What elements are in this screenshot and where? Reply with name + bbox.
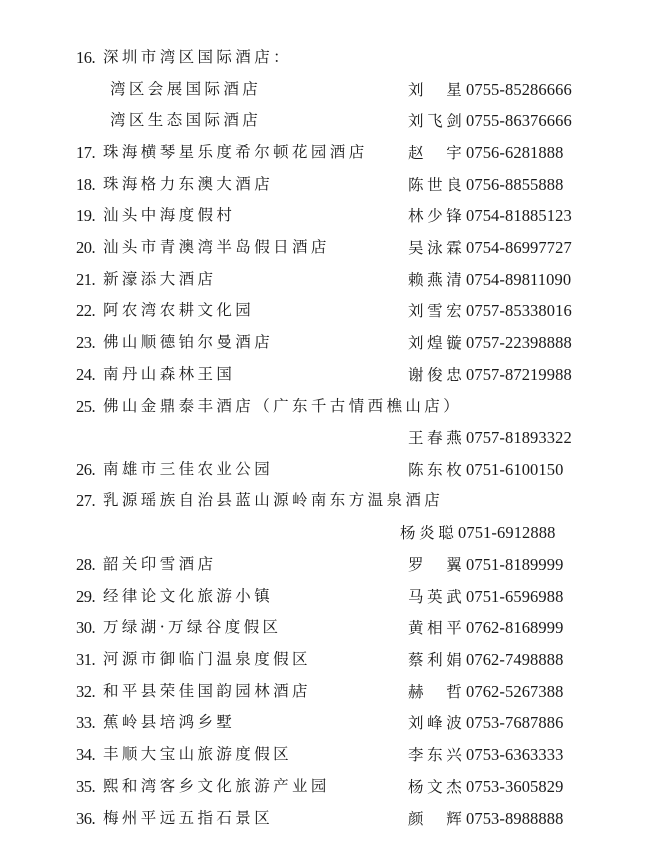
list-item [0, 581, 656, 613]
contact-name: 蔡利娟 [408, 651, 466, 669]
list-item [0, 74, 656, 106]
contact-phone: 0754-81885123 [466, 206, 572, 225]
venue-name: 汕头市青澳湾半岛假日酒店 [103, 238, 330, 256]
list-item [0, 391, 656, 423]
contact [408, 232, 572, 265]
contact [408, 612, 563, 645]
contact-name: 陈世良 [408, 176, 466, 194]
contact-phone: 0755-86376666 [466, 111, 572, 130]
item-number: 18. [76, 175, 96, 194]
venue-name: 韶关印雪酒店 [103, 555, 217, 573]
item-number: 24. [76, 365, 96, 384]
contact [408, 771, 563, 804]
contact-name: 杨文杰 [408, 778, 466, 796]
list-item [0, 707, 656, 739]
contact-phone: 0753-3605829 [466, 777, 564, 796]
contact [408, 74, 572, 107]
list-item [0, 549, 656, 581]
list-item [0, 137, 656, 169]
contact-name: 马英武 [408, 588, 466, 606]
contact [408, 105, 572, 138]
contact-phone: 0756-6281888 [466, 143, 564, 162]
venue-name: 汕头中海度假村 [103, 206, 236, 224]
venue-name: 阿农湾农耕文化园 [103, 301, 255, 319]
item-number: 19. [76, 206, 96, 225]
contact-phone: 0757-22398888 [466, 333, 572, 352]
venue-name: 万绿湖·万绿谷度假区 [103, 618, 282, 636]
venue-name: 乳源瑶族自治县蓝山源岭南东方温泉酒店 [103, 491, 444, 509]
list-item [0, 612, 656, 644]
item-number: 16. [76, 48, 96, 67]
item-number: 25. [76, 397, 96, 416]
list-item [0, 232, 656, 264]
list-item [0, 200, 656, 232]
contact-name: 吴泳霖 [408, 239, 466, 257]
contact-phone: 0757-81893322 [466, 428, 572, 447]
contact-phone: 0762-7498888 [466, 650, 564, 669]
item-number: 35. [76, 777, 96, 796]
contact [408, 581, 563, 614]
list-item [0, 327, 656, 359]
venue-name: 梅州平远五指石景区 [103, 809, 274, 827]
contact-phone: 0751-6912888 [458, 523, 556, 542]
venue-name: 佛山金鼎泰丰酒店（广东千古情西樵山店） [103, 397, 463, 415]
list-item [0, 485, 656, 517]
list-item [0, 771, 656, 803]
list-item [0, 676, 656, 708]
contact-phone: 0757-85338016 [466, 301, 572, 320]
contact-name: 刘雪宏 [408, 302, 466, 320]
contact [408, 359, 572, 392]
contact-phone: 0753-6363333 [466, 745, 564, 764]
venue-name: 熙和湾客乡文化旅游产业园 [103, 777, 330, 795]
item-number: 28. [76, 555, 96, 574]
contact-name: 刘飞剑 [408, 112, 466, 130]
item-number: 33. [76, 713, 96, 732]
contact-phone: 0755-85286666 [466, 80, 572, 99]
contact [408, 264, 571, 297]
list-item [0, 295, 656, 327]
contact-phone: 0751-6100150 [466, 460, 564, 479]
venue-name: 深圳市湾区国际酒店： [103, 48, 293, 66]
list-item-continuation [0, 517, 656, 549]
item-number: 32. [76, 682, 96, 701]
item-number: 34. [76, 745, 96, 764]
venue-name: 佛山顺德铂尔曼酒店 [103, 333, 274, 351]
venue-name: 新濠添大酒店 [103, 270, 217, 288]
contact [408, 295, 572, 328]
contact [408, 169, 563, 202]
contact-phone: 0753-8988888 [466, 809, 564, 828]
venue-name: 珠海格力东澳大酒店 [103, 175, 274, 193]
item-number: 29. [76, 587, 96, 606]
contact [408, 327, 572, 360]
sub-venue-name: 湾区会展国际酒店 [110, 80, 262, 98]
contact-phone: 0756-8855888 [466, 175, 564, 194]
item-number: 36. [76, 809, 96, 828]
contact-phone: 0757-87219988 [466, 365, 572, 384]
contact-phone: 0762-8168999 [466, 618, 564, 637]
contact-name: 黄相平 [408, 619, 466, 637]
item-number: 31. [76, 650, 96, 669]
contact-name: 刘煌镟 [408, 334, 466, 352]
list-item [0, 359, 656, 391]
contact-phone: 0762-5267388 [466, 682, 564, 701]
item-number: 17. [76, 143, 96, 162]
venue-name: 珠海横琴星乐度希尔顿花园酒店 [103, 143, 368, 161]
venue-name: 和平县荣佳国韵园林酒店 [103, 682, 311, 700]
contact-name: 刘 星 [408, 81, 466, 99]
list-item [0, 644, 656, 676]
contact [400, 517, 555, 550]
contact [408, 200, 572, 233]
list-item-continuation [0, 422, 656, 454]
venue-name: 南雄市三佳农业公园 [103, 460, 274, 478]
contact-phone: 0754-89811090 [466, 270, 572, 289]
contact-name: 杨炎聪 [400, 524, 458, 542]
item-number: 21. [76, 270, 96, 289]
item-number: 20. [76, 238, 96, 257]
list-item [0, 454, 656, 486]
item-number: 27. [76, 491, 96, 510]
sub-venue-name: 湾区生态国际酒店 [110, 111, 262, 129]
contact-name: 赖燕清 [408, 271, 466, 289]
contact [408, 803, 563, 836]
venue-name: 蕉岭县培鸿乡墅 [103, 713, 236, 731]
contact-name: 陈东枚 [408, 461, 466, 479]
contact [408, 707, 563, 740]
contact-name: 李东兴 [408, 746, 466, 764]
contact-name: 谢俊忠 [408, 366, 466, 384]
contact [408, 644, 563, 677]
contact-name: 林少锋 [408, 207, 466, 225]
venue-name: 经律论文化旅游小镇 [103, 587, 274, 605]
list-item [0, 105, 656, 137]
list-item [0, 803, 656, 835]
list-item [0, 169, 656, 201]
contact [408, 422, 572, 455]
contact-name: 刘峰波 [408, 714, 466, 732]
list-item [0, 739, 656, 771]
contact-name: 赵 宇 [408, 144, 466, 162]
list-item [0, 264, 656, 296]
contact [408, 137, 563, 170]
item-number: 22. [76, 301, 96, 320]
venue-name: 南丹山森林王国 [103, 365, 236, 383]
contact [408, 549, 563, 582]
venue-name: 丰顺大宝山旅游度假区 [103, 745, 293, 763]
contact-phone: 0751-8189999 [466, 555, 564, 574]
item-number: 23. [76, 333, 96, 352]
contact-phone: 0753-7687886 [466, 713, 564, 732]
item-number: 26. [76, 460, 96, 479]
contact [408, 676, 563, 709]
contact [408, 454, 563, 487]
item-number: 30. [76, 618, 96, 637]
contact-name: 罗 翼 [408, 556, 466, 574]
list-item [0, 42, 656, 74]
contact [408, 739, 563, 772]
contact-phone: 0754-86997727 [466, 238, 572, 257]
venue-name: 河源市御临门温泉度假区 [103, 650, 311, 668]
contact-name: 王春燕 [408, 429, 466, 447]
contact-name: 赫 哲 [408, 683, 466, 701]
contact-phone: 0751-6596988 [466, 587, 564, 606]
contact-name: 颜 辉 [408, 810, 466, 828]
